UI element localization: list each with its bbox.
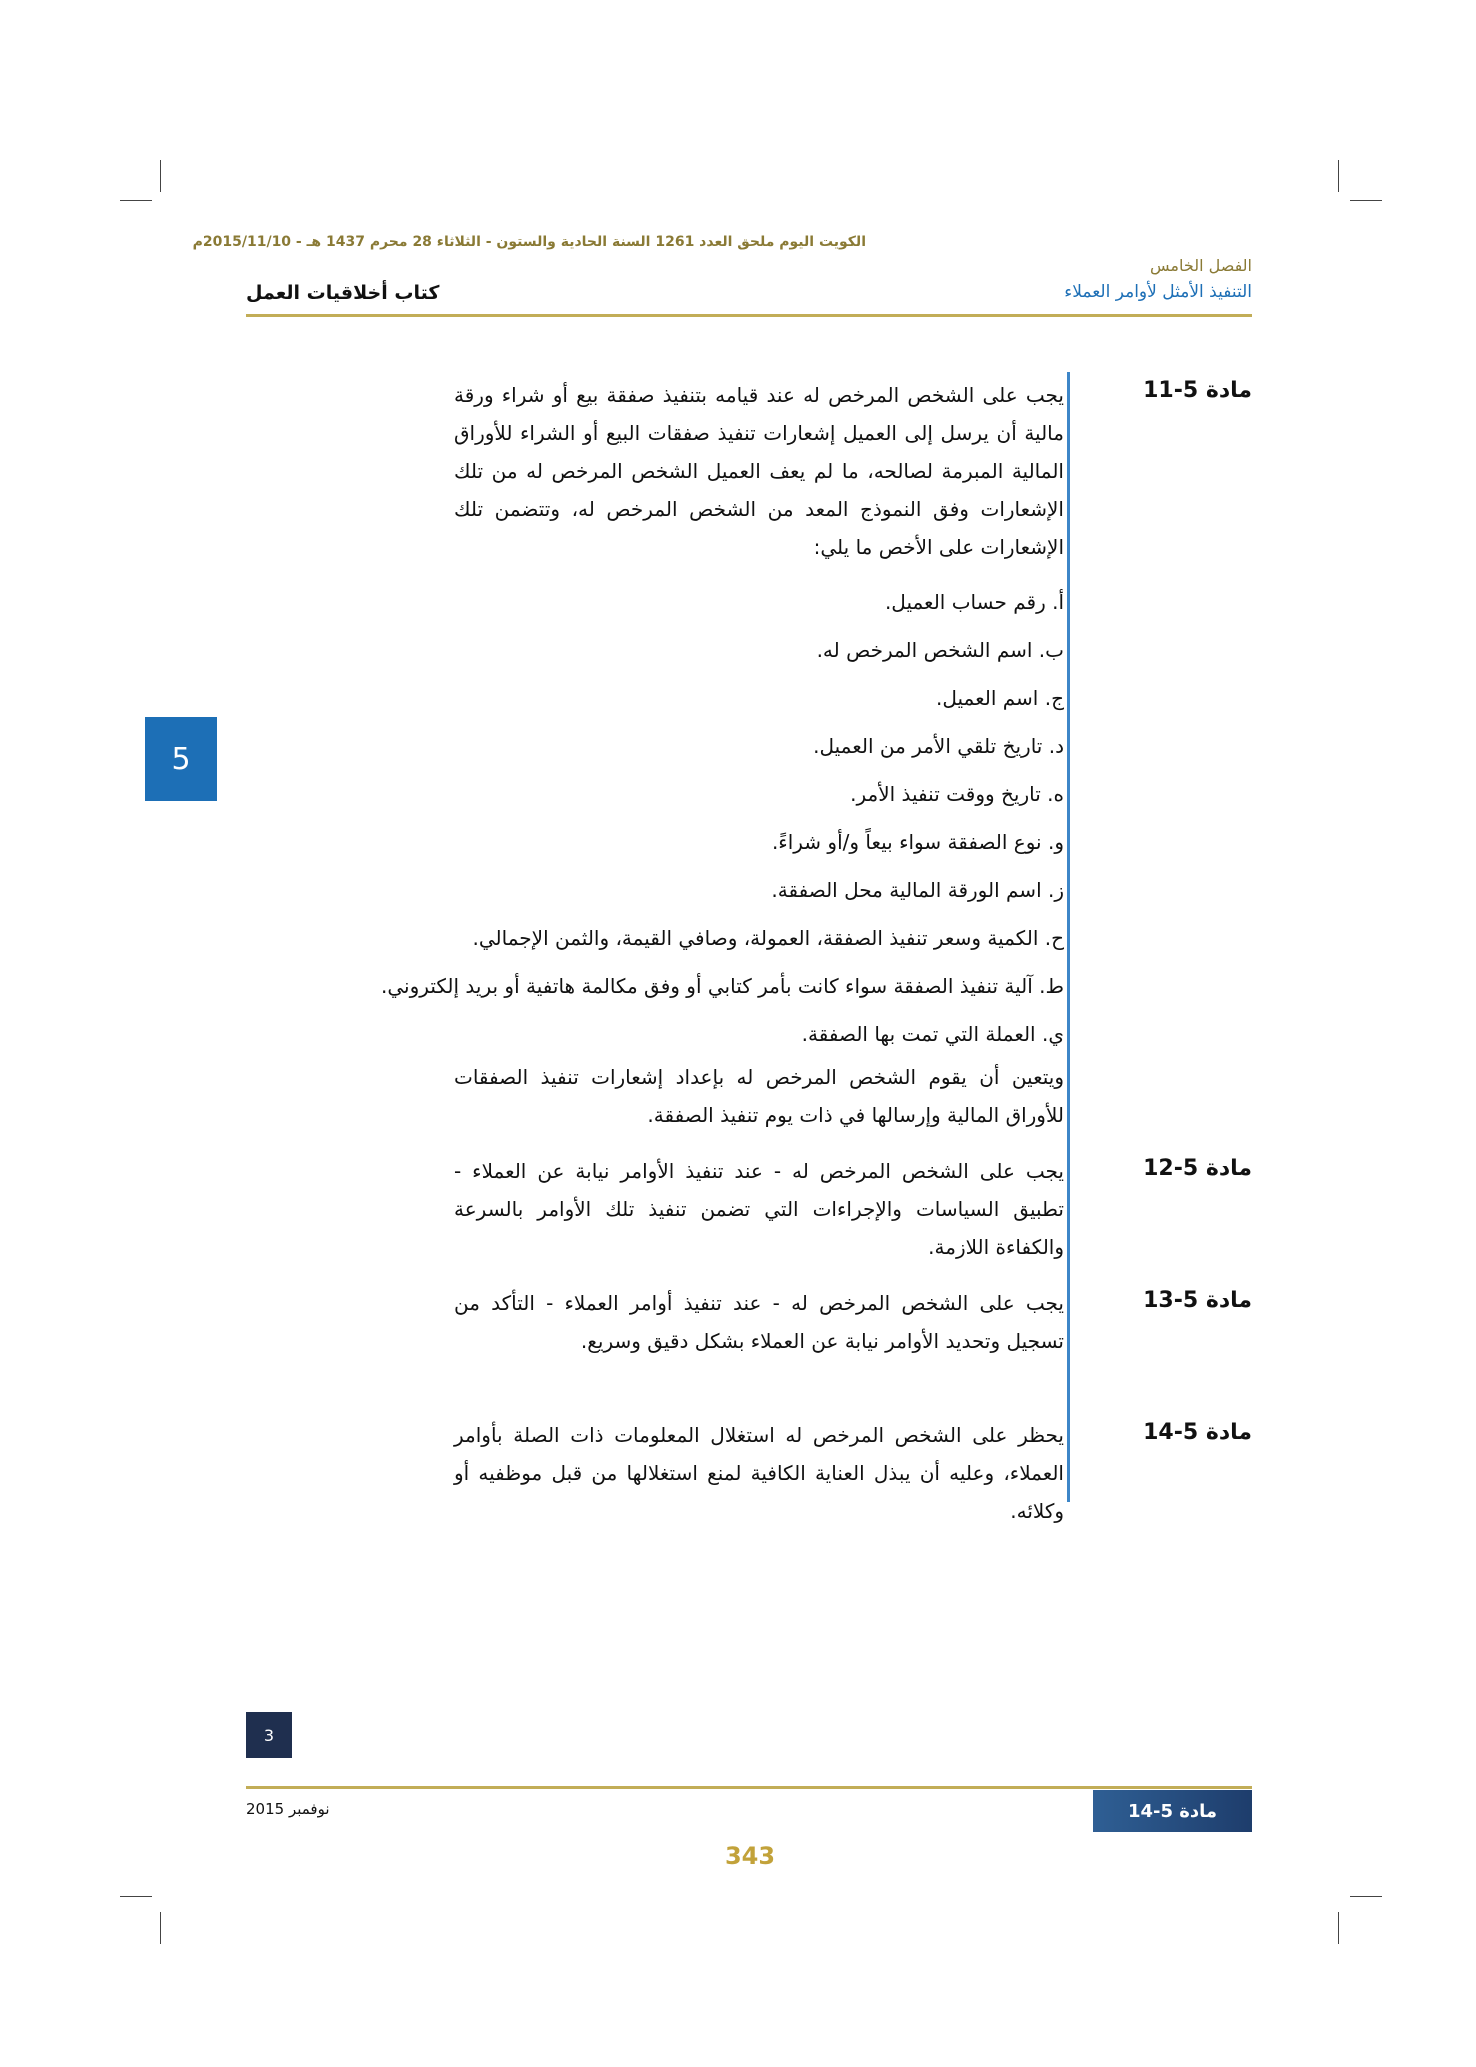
article-body <box>454 1284 1064 1360</box>
page-index-box: 3 <box>246 1712 292 1758</box>
article-number: مادة 5-14 <box>1143 1420 1252 1445</box>
chapter-tab: 5 <box>145 717 217 801</box>
crop-mark <box>1338 1912 1339 1944</box>
book-title: كتاب أخلاقيات العمل <box>246 282 440 304</box>
header-divider <box>246 314 1252 317</box>
content-divider <box>1067 372 1070 1502</box>
list-item: ج. اسم العميل. <box>935 686 1064 710</box>
footer-date: نوفمبر 2015 <box>246 1800 330 1818</box>
list-item: و. نوع الصفقة سواء بيعاً و/أو شراءً. <box>771 830 1064 854</box>
list-item: ي. العملة التي تمت بها الصفقة. <box>801 1022 1064 1046</box>
list-item: أ. رقم حساب العميل. <box>884 590 1064 614</box>
footer-divider <box>246 1786 1252 1789</box>
page-number: 343 <box>724 1842 776 1870</box>
article-number: مادة 5-11 <box>1143 378 1252 403</box>
list-item: ح. الكمية وسعر تنفيذ الصفقة، العمولة، وصافي القيمة، والثمن الإجمالي. <box>472 926 1064 950</box>
crop-mark <box>160 1912 161 1944</box>
article-number: مادة 5-12 <box>1143 1156 1252 1181</box>
article-number: مادة 5-13 <box>1143 1288 1252 1313</box>
chapter-label: الفصل الخامس <box>1150 256 1252 275</box>
article-closing: ويتعين أن يقوم الشخص المرخص له بإعداد إشعارات تنفيذ الصفقات للأوراق المالية وإرسالها في ذات يوم تنفيذ الصفقة. <box>454 1065 1064 1127</box>
crop-mark <box>1350 1896 1382 1897</box>
crop-mark <box>120 1896 152 1897</box>
article-body <box>454 1416 1064 1530</box>
article-paragraph: يحظر على الشخص المرخص له استغلال المعلومات ذات الصلة بأوامر العملاء، وعليه أن يبذل العناية الكافية لمنع استغلالها من قبل موظفيه أو وكلائه. <box>454 1423 1064 1523</box>
article-paragraph: يجب على الشخص المرخص له - عند تنفيذ الأوامر نيابة عن العملاء - تطبيق السياسات والإجراءات التي تضمن تنفيذ تلك الأوامر بالسرعة والكفاءة اللازمة. <box>454 1159 1064 1259</box>
article-paragraph: يجب على الشخص المرخص له عند قيامه بتنفيذ صفقة بيع أو شراء ورقة مالية أن يرسل إلى العميل إشعارات تنفيذ صفقات البيع أو الشراء للأوراق المالية المبرمة لصالحه، ما لم يعف العميل الشخص المرخص له من تلك الإشعارات وفق النموذج المعد من الشخص المرخص له، وتتضمن تلك الإشعارات على الأخص ما يلي: <box>454 383 1064 559</box>
section-label: التنفيذ الأمثل لأوامر العملاء <box>1064 282 1252 302</box>
list-item: د. تاريخ تلقي الأمر من العميل. <box>813 734 1064 758</box>
crop-mark <box>160 160 161 192</box>
footer-article-label: مادة 5-14 <box>1093 1790 1252 1832</box>
list-item: ب. اسم الشخص المرخص له. <box>816 638 1064 662</box>
list-item: ز. اسم الورقة المالية محل الصفقة. <box>771 878 1064 902</box>
list-item: ه. تاريخ ووقت تنفيذ الأمر. <box>850 782 1064 806</box>
article-body <box>454 1152 1064 1266</box>
crop-mark <box>1338 160 1339 192</box>
article-body <box>381 376 1064 1134</box>
article-paragraph: يجب على الشخص المرخص له - عند تنفيذ أوامر العملاء - التأكد من تسجيل وتحديد الأوامر نيابة عن العملاء بشكل دقيق وسريع. <box>454 1291 1064 1353</box>
crop-mark <box>1350 200 1382 201</box>
gazette-line: الكويت اليوم ملحق العدد 1261 السنة الحادية والستون - الثلاثاء 28 محرم 1437 هـ - 2015/11/10م <box>192 234 866 250</box>
crop-mark <box>120 200 152 201</box>
list-item: ط. آلية تنفيذ الصفقة سواء كانت بأمر كتابي أو وفق مكالمة هاتفية أو بريد إلكتروني. <box>381 974 1064 998</box>
article-list <box>381 578 1064 1058</box>
